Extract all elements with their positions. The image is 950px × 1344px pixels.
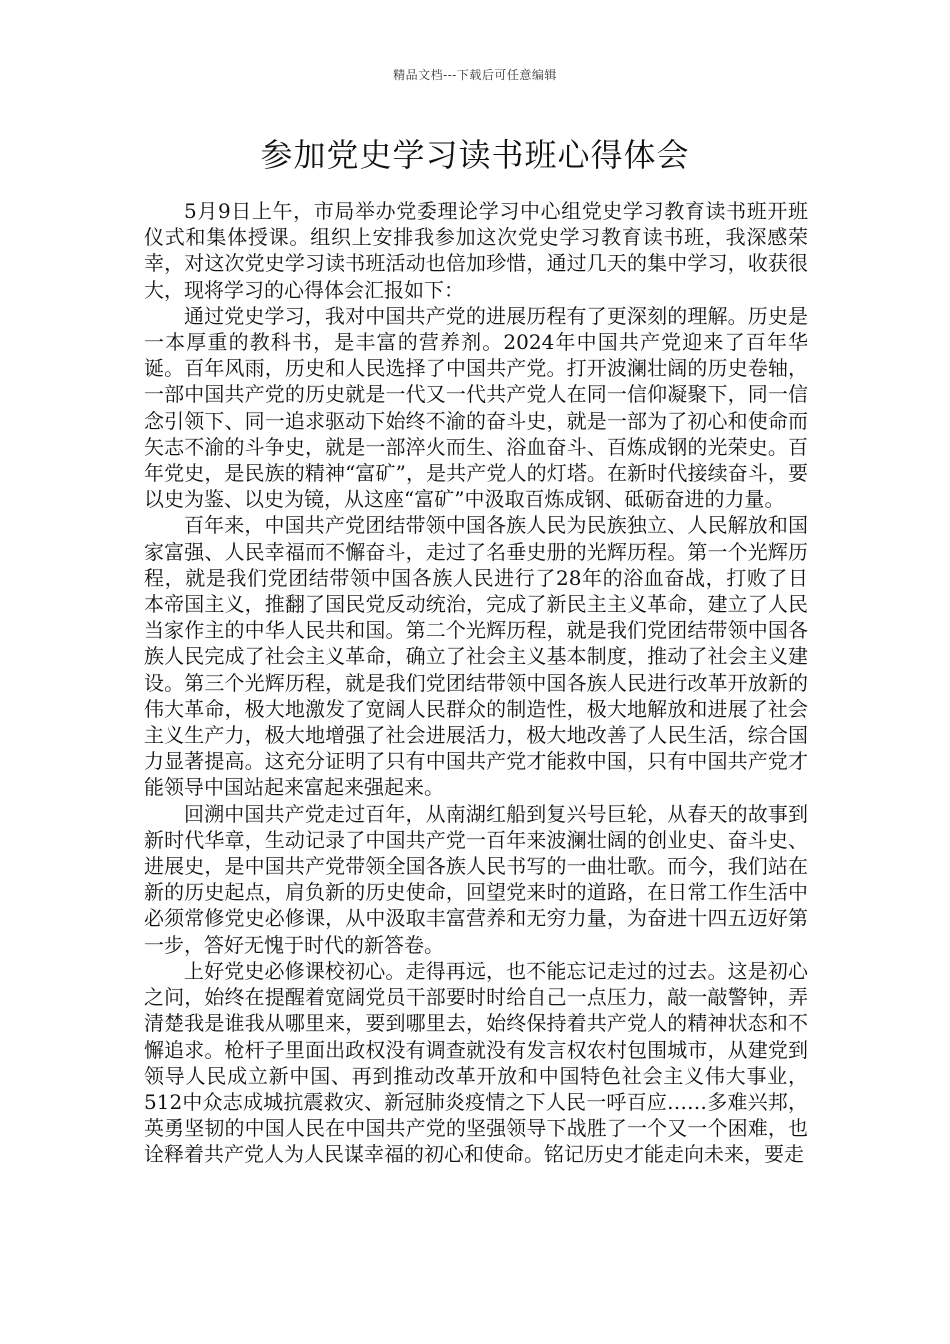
document-body [144, 198, 808, 1168]
paragraph-3: 百年来，中国共产党团结带领中国各族人民为民族独立、人民解放和国家富强、人民幸福而不懈奋斗，走过了名垂史册的光辉历程。第一个光辉历程，就是我们党团结带领中国各族人民进行了28年的浴血奋战，打败了日本帝国主义，推翻了国民党反动统治，完成了新民主主义革命，建立了人民当家作主的中华人民共和国。第二个光辉历程，就是我们党团结带领中国各族人民完成了社会主义革命，确立了社会主义基本制度，推动了社会主义建设。第三个光辉历程，就是我们党团结带领中国各族人民进行改革开放新的伟大革命，极大地激发了宽阔人民群众的制造性，极大地解放和进展了社会主义生产力，极大地增强了社会进展活力，极大地改善了人民生活，综合国力显著提高。这充分证明了只有中国共产党才能救中国，只有中国共产党才能领导中国站起来富起来强起来。 [144, 513, 808, 800]
paragraph-1: 5月9日上午，市局举办党委理论学习中心组党史学习教育读书班开班仪式和集体授课。组织上安排我参加这次党史学习教育读书班，我深感荣幸，对这次党史学习读书班活动也倍加珍惜，通过几天的集中学习，收获很大，现将学习的心得体会汇报如下： [144, 199, 808, 302]
document-title: 参加党史学习读书班心得体会 [260, 136, 690, 174]
paragraph-2: 通过党史学习，我对中国共产党的进展历程有了更深刻的理解。历史是一本厚重的教科书，是丰富的营养剂。2024年中国共产党迎来了百年华诞。百年风雨，历史和人民选择了中国共产党。打开波澜壮阔的历史卷轴，一部中国共产党的历史就是一代又一代共产党人在同一信仰凝聚下，同一信念引领下、同一追求驱动下始终不渝的奋斗史，就是一部为了初心和使命而矢志不渝的斗争史，就是一部淬火而生、浴血奋斗、百炼成钢的光荣史。百年党史，是民族的精神“富矿”，是共产党人的灯塔。在新时代接续奋斗，要以史为鉴、以史为镜，从这座“富矿”中汲取百炼成钢、砥砺奋进的力量。 [144, 303, 808, 512]
paragraph-5: 上好党史必修课校初心。走得再远，也不能忘记走过的过去。这是初心之问，始终在提醒着宽阔党员干部要时时给自己一点压力，敲一敲警钟，弄清楚我是谁我从哪里来，要到哪里去，始终保持着共产党人的精神状态和不懈追求。枪杆子里面出政权没有调查就没有发言权农村包围城市，从建党到领导人民成立新中国、再到推动改革开放和中国特色社会主义伟大事业，512中众志成城抗震救灾、新冠肺炎疫情之下人民一呼百应……多难兴邦，英勇坚韧的中国人民在中国共产党的坚强领导下战胜了一个又一个困难，也诠释着共产党人为人民谋幸福的初心和使命。铭记历史才能走向未来，要走 [144, 958, 808, 1167]
paragraph-4: 回溯中国共产党走过百年，从南湖红船到复兴号巨轮，从春天的故事到新时代华章，生动记录了中国共产党一百年来波澜壮阔的创业史、奋斗史、进展史，是中国共产党带领全国各族人民书写的一曲壮歌。而今，我们站在新的历史起点，肩负新的历史使命，回望党来时的道路，在日常工作生活中必须常修党史必修课，从中汲取丰富营养和无穷力量，为奋进十四五迈好第一步，答好无愧于时代的新答卷。 [144, 801, 808, 957]
header-note: 精品文档---下载后可任意编辑 [393, 68, 557, 82]
